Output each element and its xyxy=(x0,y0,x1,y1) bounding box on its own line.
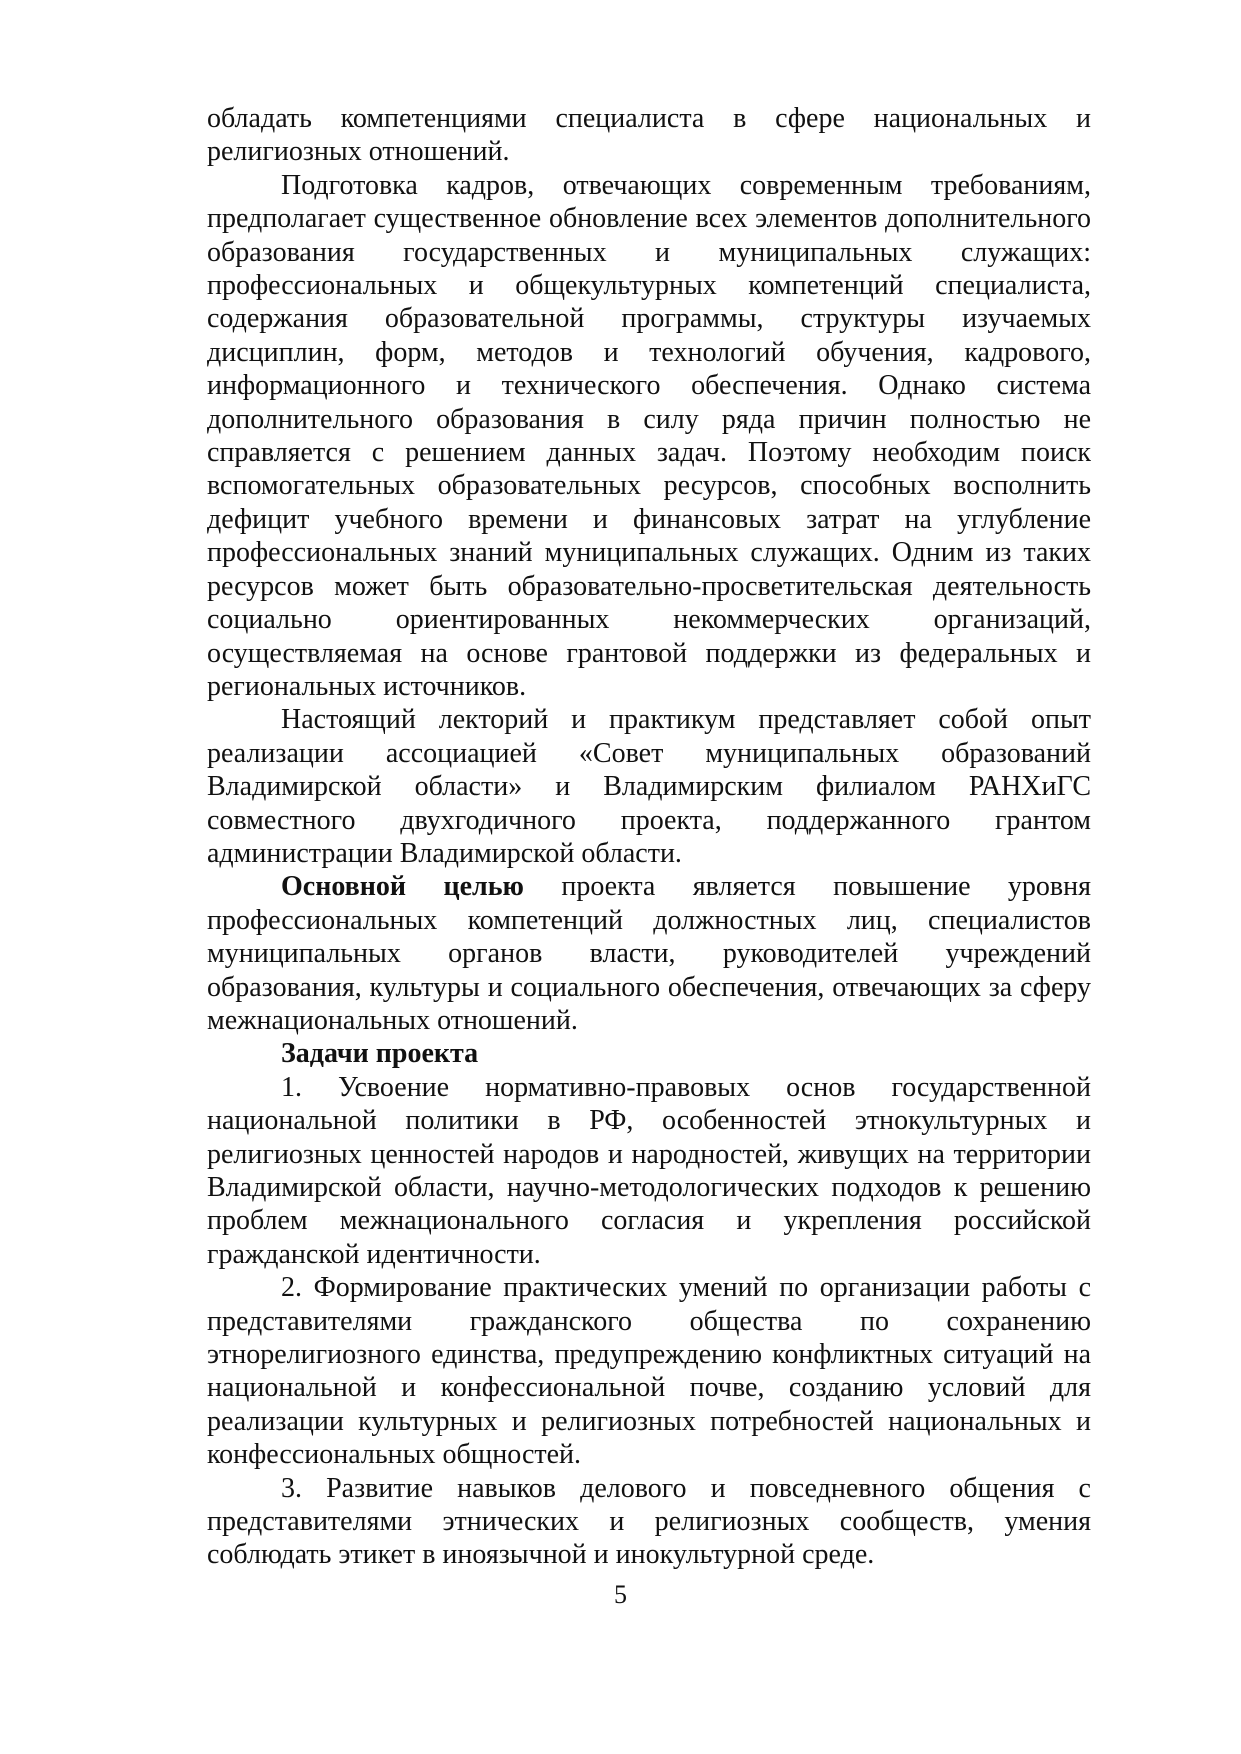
document-page xyxy=(207,102,1091,1572)
task-item-3: 3. Развитие навыков делового и повседневного общения с представителями этнических и религиозных сообществ, умения соблюдать этикет в иноязычной и инокультурной среде. xyxy=(207,1472,1091,1571)
page-number: 5 xyxy=(614,1580,627,1609)
tasks-heading: Задачи проекта xyxy=(281,1038,479,1070)
goal-label: Основной целью xyxy=(281,871,524,903)
task-item-1: 1. Усвоение нормативно-правовых основ государственной национальной политики в РФ, особенностей этнокультурных и религиозных ценностей народов и народностей, живущих на территории Владимирской области, научно-методологических подходов к решению проблем межнационального согласия и укрепления российской гражданской идентичности. xyxy=(207,1071,1091,1270)
paragraph-goal xyxy=(207,870,1091,1037)
goal-text: проекта является повышение уровня профессиональных компетенций должностных лиц, специалистов муниципальных органов власти, руководителей учреждений образования, культуры и социального обеспечения, отвечающих за сферу межнациональных отношений. xyxy=(207,871,1091,1036)
task-item-2: 2. Формирование практических умений по организации работы с представителями гражданского общества по сохранению этнорелигиозного единства, предупреждению конфликтных ситуаций на национальной и конфессиональной почве, созданию условий для реализации культурных и религиозных потребностей национальных и конфессиональных общностей. xyxy=(207,1272,1091,1471)
paragraph-lectorium: Настоящий лекторий и практикум представляет собой опыт реализации ассоциацией «Совет муниципальных образований Владимирской области» и Владимирским филиалом РАНХиГС совместного двухгодичного проекта, поддержанного грантом администрации Владимирской области. xyxy=(207,704,1091,869)
paragraph-training: Подготовка кадров, отвечающих современным требованиям, предполагает существенное обновление всех элементов дополнительного образования государственных и муниципальных служащих: профессиональных и общекультурных компетенций специалиста, содержания образовательной программы, структуры изучаемых дисциплин, форм, методов и технологий обучения, кадрового, информационного и технического обеспечения. Однако система дополнительного образования в силу ряда причин полностью не справляется с решением данных задач. Поэтому необходим поиск вспомогательных образовательных ресурсов, способных восполнить дефицит учебного времени и финансовых затрат на углубление профессиональных знаний муниципальных служащих. Одним из таких ресурсов может быть образовательно-просветительская деятельность социально ориентированных некоммерческих организаций, осуществляемая на основе грантовой поддержки из федеральных и региональных источников. xyxy=(207,169,1091,702)
paragraph-continuation: обладать компетенциями специалиста в сфере национальных и религиозных отношений. xyxy=(207,103,1091,168)
